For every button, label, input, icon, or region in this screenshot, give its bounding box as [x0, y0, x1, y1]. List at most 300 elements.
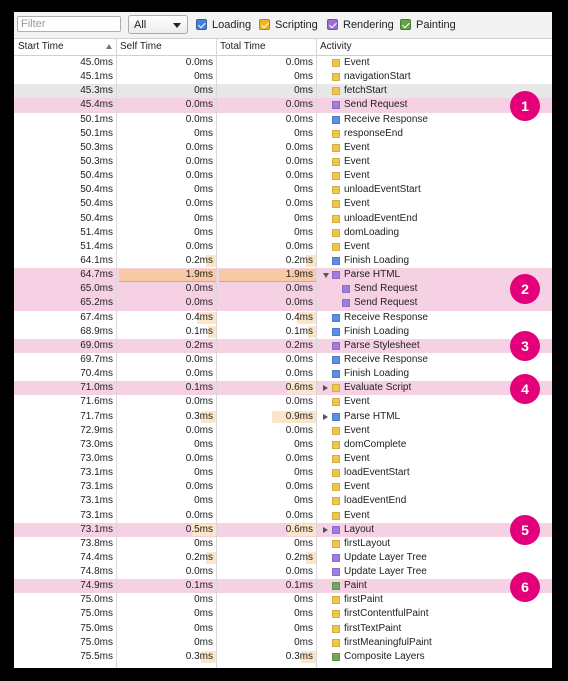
- start-time-cell: [14, 452, 116, 466]
- start-time-cell: [14, 593, 116, 607]
- activity-cell: [319, 494, 552, 508]
- total-time-value: 0.0ms: [285, 509, 313, 521]
- total-time-cell: [219, 424, 316, 438]
- table-row[interactable]: [14, 212, 552, 226]
- scripting-category-swatch-icon: [332, 59, 340, 67]
- table-row[interactable]: [14, 395, 552, 409]
- start-time-value: 69.7ms: [80, 353, 113, 365]
- activity-cell: [319, 70, 552, 84]
- self-time-value: 1.9ms: [185, 269, 213, 281]
- activity-name: loadEventEnd: [344, 495, 407, 507]
- rendering-category-swatch-icon: [342, 285, 350, 293]
- self-time-cell: [119, 523, 216, 537]
- self-time-cell: [119, 636, 216, 650]
- activity-name: Event: [344, 57, 370, 68]
- total-time-value: 0ms: [294, 85, 313, 97]
- column-activity[interactable]: [316, 39, 552, 55]
- start-time-value: 74.8ms: [80, 566, 113, 578]
- total-time-value: 0ms: [294, 184, 313, 196]
- table-row[interactable]: [14, 381, 552, 395]
- total-time-cell: [219, 593, 316, 607]
- total-time-value: 1.9ms: [285, 269, 313, 281]
- total-time-value: 0.0ms: [285, 481, 313, 493]
- table-row[interactable]: [14, 127, 552, 141]
- total-time-value: 0ms: [294, 438, 313, 450]
- activity-cell: [319, 141, 552, 155]
- table-row[interactable]: [14, 155, 552, 169]
- start-time-cell: [14, 240, 116, 254]
- table-row[interactable]: [14, 494, 552, 508]
- start-time-value: 73.0ms: [80, 438, 113, 450]
- activity-cell: [319, 254, 552, 268]
- table-row[interactable]: [14, 452, 552, 466]
- self-time-cell: [119, 226, 216, 240]
- total-time-cell: [219, 537, 316, 551]
- total-time-cell: [219, 70, 316, 84]
- total-time-value: 0.4ms: [285, 311, 313, 323]
- activity-cell: [319, 622, 552, 636]
- total-time-cell: [219, 636, 316, 650]
- scripting-category-swatch-icon: [332, 512, 340, 520]
- start-time-cell: [14, 212, 116, 226]
- start-time-value: 75.0ms: [80, 622, 113, 634]
- activity-cell: [319, 607, 552, 621]
- start-time-value: 73.1ms: [80, 495, 113, 507]
- total-time-cell: [219, 650, 316, 664]
- self-time-value: 0.0ms: [185, 368, 213, 380]
- table-row[interactable]: [14, 169, 552, 183]
- scripting-category-swatch-icon: [332, 215, 340, 223]
- activity-name: Event: [344, 481, 370, 493]
- start-time-cell: [14, 579, 116, 593]
- total-time-cell: [219, 197, 316, 211]
- start-time-cell: [14, 438, 116, 452]
- annotation-badge: 4: [510, 374, 540, 404]
- start-time-cell: [14, 311, 116, 325]
- self-time-cell: [119, 141, 216, 155]
- start-time-value: 73.8ms: [80, 537, 113, 549]
- table-row[interactable]: [14, 240, 552, 254]
- self-time-cell: [119, 197, 216, 211]
- activity-name: navigationStart: [344, 71, 411, 83]
- self-time-cell: [119, 452, 216, 466]
- start-time-cell: [14, 84, 116, 98]
- self-time-value: 0ms: [194, 226, 213, 238]
- total-time-cell: [219, 311, 316, 325]
- table-row[interactable]: [14, 197, 552, 211]
- self-time-cell: [119, 509, 216, 523]
- table-row[interactable]: [14, 466, 552, 480]
- start-time-value: 75.0ms: [80, 608, 113, 620]
- total-time-value: 0ms: [294, 537, 313, 549]
- total-time-cell: [219, 98, 316, 112]
- annotation-badge: 3: [510, 331, 540, 361]
- total-time-value: 0.0ms: [285, 283, 313, 295]
- self-time-value: 0.0ms: [185, 396, 213, 408]
- filter-input[interactable]: [17, 16, 121, 32]
- table-row[interactable]: [14, 282, 552, 296]
- total-time-value: 0.0ms: [285, 170, 313, 182]
- total-time-cell: [219, 254, 316, 268]
- self-time-value: 0.3ms: [185, 650, 213, 662]
- category-rendering-label: Rendering: [343, 19, 394, 31]
- activity-name: Event: [344, 155, 370, 167]
- total-time-cell: [219, 296, 316, 310]
- self-time-cell: [119, 607, 216, 621]
- total-time-value: 0.3ms: [285, 650, 313, 662]
- start-time-value: 51.4ms: [80, 226, 113, 238]
- activity-name: Receive Response: [344, 311, 428, 323]
- collapsed-triangle-icon[interactable]: [323, 527, 328, 533]
- table-row[interactable]: [14, 254, 552, 268]
- self-time-cell: [119, 579, 216, 593]
- loading-category-swatch-icon: [332, 257, 340, 265]
- total-time-cell: [219, 325, 316, 339]
- table-row[interactable]: [14, 622, 552, 636]
- self-time-value: 0ms: [194, 608, 213, 620]
- start-time-value: 50.1ms: [80, 127, 113, 139]
- activity-name: Finish Loading: [344, 254, 410, 266]
- scripting-category-swatch-icon: [332, 427, 340, 435]
- scripting-category-swatch-icon: [332, 639, 340, 647]
- scripting-category-swatch-icon: [332, 144, 340, 152]
- self-time-value: 0.2ms: [185, 254, 213, 266]
- annotation-badge: 1: [510, 91, 540, 121]
- loading-category-swatch-icon: [332, 413, 340, 421]
- total-time-cell: [219, 212, 316, 226]
- column-divider: [316, 39, 317, 668]
- self-time-cell: [119, 325, 216, 339]
- total-time-cell: [219, 622, 316, 636]
- activity-cell: [319, 240, 552, 254]
- table-row[interactable]: [14, 84, 552, 98]
- table-row[interactable]: [14, 56, 552, 70]
- activity-name: Layout: [344, 523, 375, 535]
- activity-cell: [319, 424, 552, 438]
- total-time-value: 0.1ms: [285, 580, 313, 592]
- loading-category-swatch-icon: [332, 356, 340, 364]
- self-time-value: 0.0ms: [185, 57, 213, 68]
- self-time-value: 0ms: [194, 622, 213, 634]
- total-time-value: 0ms: [294, 467, 313, 479]
- column-total-time-label: Total Time: [220, 41, 266, 52]
- start-time-value: 73.1ms: [80, 481, 113, 493]
- activity-name: Paint: [344, 580, 367, 592]
- self-time-value: 0.0ms: [185, 509, 213, 521]
- start-time-value: 50.1ms: [80, 113, 113, 125]
- start-time-value: 51.4ms: [80, 240, 113, 252]
- rendering-category-swatch-icon: [342, 299, 350, 307]
- total-time-value: 0.2ms: [285, 254, 313, 266]
- start-time-value: 69.0ms: [80, 339, 113, 351]
- activity-name: domComplete: [344, 438, 407, 450]
- self-time-value: 0.0ms: [185, 424, 213, 436]
- table-row[interactable]: [14, 339, 552, 353]
- activity-name: firstContentfulPaint: [344, 608, 429, 620]
- table-row[interactable]: [14, 325, 552, 339]
- rendering-category-swatch-icon: [332, 526, 340, 534]
- start-time-value: 71.0ms: [80, 382, 113, 394]
- start-time-cell: [14, 480, 116, 494]
- activity-name: unloadEventEnd: [344, 212, 418, 224]
- total-time-cell: [219, 282, 316, 296]
- activity-name: Receive Response: [344, 113, 428, 125]
- table-row[interactable]: [14, 650, 552, 664]
- total-time-cell: [219, 410, 316, 424]
- total-time-cell: [219, 509, 316, 523]
- scripting-category-swatch-icon: [332, 469, 340, 477]
- table-row[interactable]: [14, 311, 552, 325]
- scripting-category-swatch-icon: [332, 172, 340, 180]
- sort-ascending-icon: [106, 44, 112, 49]
- table-row[interactable]: [14, 98, 552, 112]
- start-time-cell: [14, 509, 116, 523]
- annotation-badge: 2: [510, 274, 540, 304]
- total-time-cell: [219, 169, 316, 183]
- column-self-time-label: Self Time: [120, 41, 162, 52]
- collapsed-triangle-icon[interactable]: [323, 414, 328, 420]
- total-time-value: 0ms: [294, 226, 313, 238]
- scripting-category-swatch-icon: [332, 229, 340, 237]
- self-time-value: 0ms: [194, 438, 213, 450]
- scripting-category-swatch-icon: [332, 243, 340, 251]
- table-row[interactable]: [14, 296, 552, 310]
- activity-name: Update Layer Tree: [344, 566, 427, 578]
- total-time-value: 0ms: [294, 608, 313, 620]
- start-time-cell: [14, 537, 116, 551]
- self-time-cell: [119, 381, 216, 395]
- self-time-value: 0.0ms: [185, 566, 213, 578]
- table-row[interactable]: [14, 268, 552, 282]
- start-time-cell: [14, 622, 116, 636]
- filter-toolbar: [14, 12, 552, 39]
- table-row[interactable]: [14, 70, 552, 84]
- self-time-cell: [119, 565, 216, 579]
- column-divider: [116, 39, 117, 668]
- start-time-cell: [14, 98, 116, 112]
- activity-name: responseEnd: [344, 127, 403, 139]
- self-time-value: 0.1ms: [185, 580, 213, 592]
- grouping-select[interactable]: [128, 15, 188, 34]
- start-time-value: 65.0ms: [80, 283, 113, 295]
- start-time-cell: [14, 325, 116, 339]
- self-time-value: 0.0ms: [185, 155, 213, 167]
- self-time-value: 0.0ms: [185, 198, 213, 210]
- start-time-cell: [14, 353, 116, 367]
- event-table-body: [14, 56, 552, 664]
- activity-name: firstLayout: [344, 537, 391, 549]
- table-row[interactable]: [14, 183, 552, 197]
- expanded-triangle-icon[interactable]: [323, 273, 329, 278]
- table-row[interactable]: [14, 424, 552, 438]
- start-time-cell: [14, 169, 116, 183]
- activity-cell: [319, 197, 552, 211]
- loading-category-swatch-icon: [332, 314, 340, 322]
- self-time-cell: [119, 367, 216, 381]
- self-time-value: 0.0ms: [185, 99, 213, 111]
- total-time-value: 0.6ms: [285, 382, 313, 394]
- self-time-cell: [119, 494, 216, 508]
- painting-category-swatch-icon: [332, 653, 340, 661]
- activity-cell: [319, 551, 552, 565]
- activity-name: Send Request: [344, 99, 408, 111]
- rendering-category-swatch-icon: [332, 342, 340, 350]
- self-time-value: 0.1ms: [185, 382, 213, 394]
- table-row[interactable]: [14, 438, 552, 452]
- scripting-category-swatch-icon: [332, 87, 340, 95]
- start-time-value: 72.9ms: [80, 424, 113, 436]
- total-time-cell: [219, 480, 316, 494]
- start-time-cell: [14, 183, 116, 197]
- start-time-cell: [14, 494, 116, 508]
- total-time-value: 0.6ms: [285, 523, 313, 535]
- start-time-value: 64.7ms: [80, 269, 113, 281]
- total-time-value: 0.0ms: [285, 353, 313, 365]
- total-time-value: 0.0ms: [285, 368, 313, 380]
- start-time-value: 71.7ms: [80, 410, 113, 422]
- table-row[interactable]: [14, 353, 552, 367]
- total-time-value: 0.0ms: [285, 198, 313, 210]
- start-time-value: 68.9ms: [80, 325, 113, 337]
- self-time-value: 0ms: [194, 495, 213, 507]
- total-time-value: 0.2ms: [285, 339, 313, 351]
- scripting-category-swatch-icon: [332, 384, 340, 392]
- self-time-cell: [119, 70, 216, 84]
- total-time-cell: [219, 141, 316, 155]
- table-row[interactable]: [14, 113, 552, 127]
- chevron-down-icon: [173, 23, 181, 28]
- collapsed-triangle-icon[interactable]: [323, 385, 328, 391]
- table-row[interactable]: [14, 537, 552, 551]
- table-row[interactable]: [14, 523, 552, 537]
- scripting-category-swatch-icon: [332, 625, 340, 633]
- activity-cell: [319, 169, 552, 183]
- self-time-cell: [119, 282, 216, 296]
- total-time-value: 0ms: [294, 212, 313, 224]
- self-time-cell: [119, 480, 216, 494]
- table-row[interactable]: [14, 367, 552, 381]
- self-time-cell: [119, 113, 216, 127]
- activity-name: Receive Response: [344, 353, 428, 365]
- start-time-value: 45.4ms: [80, 99, 113, 111]
- table-row[interactable]: [14, 636, 552, 650]
- column-self-time[interactable]: [116, 39, 216, 55]
- start-time-cell: [14, 141, 116, 155]
- rendering-category-swatch-icon: [332, 271, 340, 279]
- table-row[interactable]: [14, 565, 552, 579]
- self-time-cell: [119, 410, 216, 424]
- self-time-value: 0.0ms: [185, 170, 213, 182]
- activity-name: Event: [344, 452, 370, 464]
- total-time-cell: [219, 339, 316, 353]
- activity-cell: [319, 127, 552, 141]
- start-time-value: 45.0ms: [80, 57, 113, 68]
- total-time-value: 0ms: [294, 594, 313, 606]
- total-time-value: 0ms: [294, 622, 313, 634]
- table-row[interactable]: [14, 509, 552, 523]
- self-time-cell: [119, 395, 216, 409]
- activity-name: Event: [344, 424, 370, 436]
- activity-name: Parse Stylesheet: [344, 339, 420, 351]
- column-total-time[interactable]: [216, 39, 316, 55]
- start-time-cell: [14, 636, 116, 650]
- self-time-value: 0.1ms: [185, 325, 213, 337]
- activity-name: domLoading: [344, 226, 400, 238]
- activity-name: Event: [344, 509, 370, 521]
- self-time-value: 0.0ms: [185, 141, 213, 153]
- total-time-value: 0.0ms: [285, 155, 313, 167]
- total-time-value: 0ms: [294, 71, 313, 83]
- start-time-cell: [14, 282, 116, 296]
- activity-cell: [319, 226, 552, 240]
- painting-category-swatch-icon: [332, 582, 340, 590]
- total-time-cell: [219, 607, 316, 621]
- rendering-category-swatch-icon: [332, 568, 340, 576]
- self-time-cell: [119, 593, 216, 607]
- total-time-cell: [219, 84, 316, 98]
- self-time-cell: [119, 254, 216, 268]
- category-painting-label: Painting: [416, 19, 456, 31]
- self-time-value: 0ms: [194, 71, 213, 83]
- self-time-value: 0ms: [194, 467, 213, 479]
- total-time-cell: [219, 127, 316, 141]
- self-time-cell: [119, 212, 216, 226]
- self-time-cell: [119, 438, 216, 452]
- activity-name: Event: [344, 141, 370, 153]
- start-time-value: 71.6ms: [80, 396, 113, 408]
- self-time-cell: [119, 98, 216, 112]
- total-time-cell: [219, 353, 316, 367]
- total-time-cell: [219, 268, 316, 282]
- self-time-cell: [119, 169, 216, 183]
- table-row[interactable]: [14, 593, 552, 607]
- total-time-value: 0.0ms: [285, 99, 313, 111]
- self-time-cell: [119, 551, 216, 565]
- table-row[interactable]: [14, 226, 552, 240]
- self-time-value: 0ms: [194, 212, 213, 224]
- self-time-value: 0.2ms: [185, 551, 213, 563]
- total-time-cell: [219, 381, 316, 395]
- total-time-value: 0.0ms: [285, 57, 313, 68]
- total-time-value: 0.1ms: [285, 325, 313, 337]
- table-row[interactable]: [14, 551, 552, 565]
- start-time-cell: [14, 197, 116, 211]
- total-time-value: 0.0ms: [285, 240, 313, 252]
- start-time-value: 73.0ms: [80, 452, 113, 464]
- activity-name: unloadEventStart: [344, 184, 421, 196]
- table-row[interactable]: [14, 410, 552, 424]
- activity-name: Parse HTML: [344, 269, 401, 281]
- start-time-cell: [14, 254, 116, 268]
- start-time-cell: [14, 551, 116, 565]
- table-row[interactable]: [14, 579, 552, 593]
- table-row[interactable]: [14, 141, 552, 155]
- column-start-time[interactable]: [14, 39, 116, 55]
- start-time-value: 67.4ms: [80, 311, 113, 323]
- scripting-category-swatch-icon: [332, 596, 340, 604]
- category-scripting-label: Scripting: [275, 19, 318, 31]
- start-time-cell: [14, 127, 116, 141]
- self-time-value: 0ms: [194, 537, 213, 549]
- start-time-value: 50.3ms: [80, 141, 113, 153]
- start-time-cell: [14, 565, 116, 579]
- start-time-value: 50.4ms: [80, 212, 113, 224]
- total-time-value: 0.9ms: [285, 410, 313, 422]
- table-row[interactable]: [14, 607, 552, 621]
- start-time-cell: [14, 650, 116, 664]
- table-row[interactable]: [14, 480, 552, 494]
- activity-cell: [319, 410, 552, 424]
